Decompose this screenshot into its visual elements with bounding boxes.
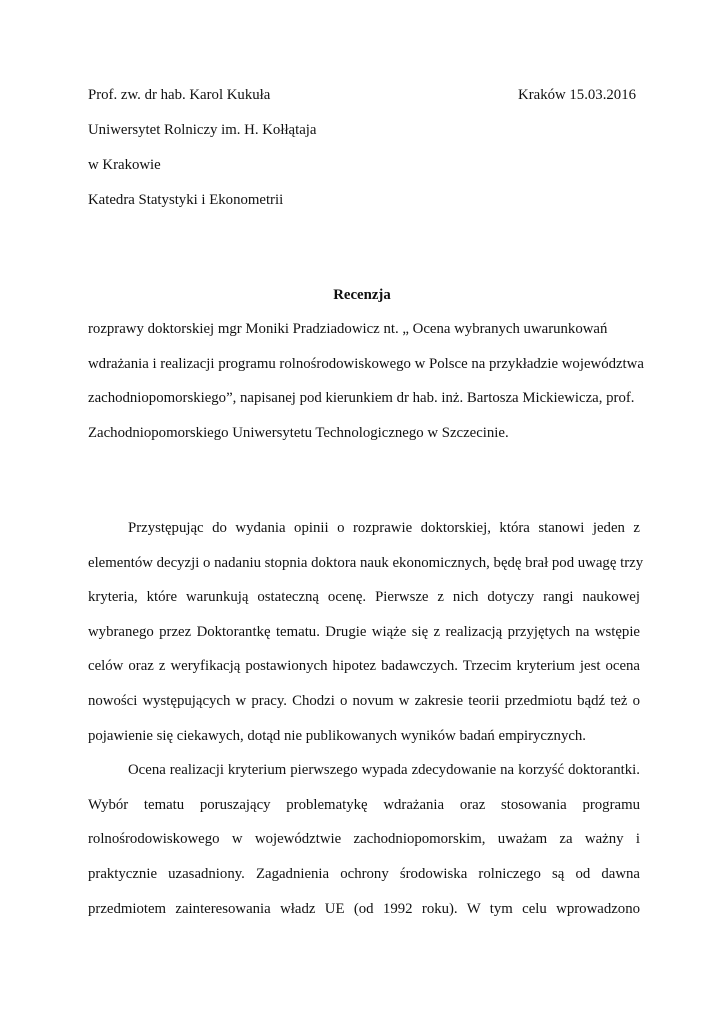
review-subject [88, 320, 644, 458]
document-title: Recenzja [333, 287, 391, 303]
author-block [88, 86, 636, 226]
paragraph-line: celów oraz z weryfikacją postawionych hipotez badawczych. Trzecim kryterium jest ocena [88, 658, 640, 675]
paragraph-line: nowości występujących w pracy. Chodzi o novum w zakresie teorii przedmiotu bądź też o [88, 692, 640, 709]
department-name: Katedra Statystyki i Ekonometrii [88, 192, 284, 208]
paragraph-line: elementów decyzji o nadaniu stopnia doktora nauk ekonomicznych, będę brał pod uwagę trzy [88, 554, 644, 571]
review-body [88, 519, 644, 934]
paragraph-line: kryteria, które warunkują ostateczną ocenę. Pierwsze z nich dotyczy rangi naukowej [88, 589, 640, 606]
author-name: Prof. zw. dr hab. Karol Kukuła [88, 87, 271, 103]
paragraph-line: Wybór tematu poruszający problematykę wdrażania oraz stosowania programu [88, 796, 640, 813]
paragraph-line: Ocena realizacji kryterium pierwszego wypada zdecydowanie na korzyść doktorantki. [128, 762, 640, 779]
subject-line: wdrażania i realizacji programu rolnośrodowiskowego w Polsce na przykładzie województwa [88, 355, 644, 372]
subject-line: Zachodniopomorskiego Uniwersytetu Technologicznego w Szczecinie. [88, 424, 509, 441]
paragraph-line: przedmiotem zainteresowania władz UE (od 1992 roku). W tym celu wprowadzono [88, 900, 640, 917]
paragraph-line: praktycznie uzasadniony. Zagadnienia ochrony środowiska rolniczego są od dawna [88, 865, 640, 882]
university-name: Uniwersytet Rolniczy im. H. Kołłątaja [88, 122, 317, 138]
subject-line: zachodniopomorskiego”, napisanej pod kierunkiem dr hab. inż. Bartosza Mickiewicza, prof. [88, 390, 635, 406]
place-date: Kraków 15.03.2016 [518, 87, 636, 103]
paragraph-line: Przystępując do wydania opinii o rozprawie doktorskiej, która stanowi jeden z [128, 520, 640, 536]
paragraph-line: pojawienie się ciekawych, dotąd nie publikowanych wyników badań empirycznych. [88, 727, 587, 744]
paragraph-line: rolnośrodowiskowego w województwie zachodniopomorskim, uważam za ważny i [88, 831, 640, 848]
paragraph-line: wybranego przez Doktorantkę tematu. Drugie wiąże się z realizacją przyjętych na wstępie [88, 623, 640, 640]
city-line: w Krakowie [88, 157, 161, 173]
subject-line: rozprawy doktorskiej mgr Moniki Pradziadowicz nt. „ Ocena wybranych uwarunkowań [88, 321, 608, 337]
